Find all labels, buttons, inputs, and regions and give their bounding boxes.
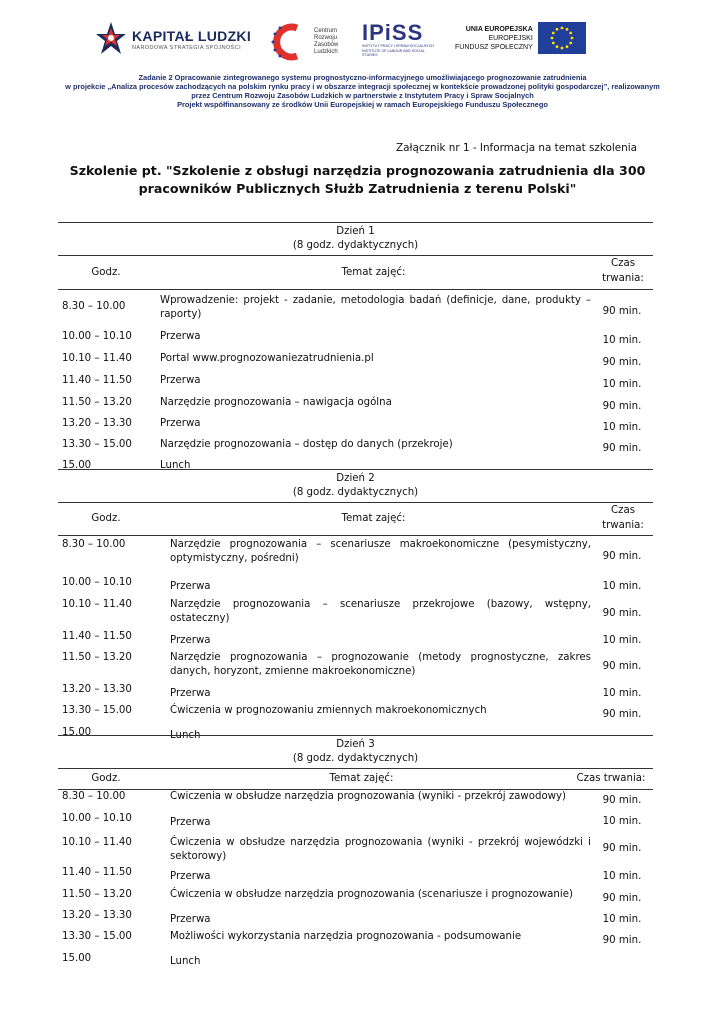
row-duration: 90 min.	[602, 608, 642, 619]
col-duration-line: Czas	[610, 258, 635, 269]
table-row	[58, 352, 653, 374]
col-duration	[569, 769, 653, 789]
row-time: 10.10 – 11.40	[62, 353, 132, 364]
col-time: Godz.	[91, 513, 121, 524]
table-row	[58, 651, 653, 683]
row-topic: Ćwiczenia w obsłudze narzędzia prognozowania (wyniki - przekrój zawodowy)	[170, 791, 567, 802]
row-topic: Przerwa	[170, 688, 211, 699]
row-time: 10.10 – 11.40	[62, 599, 132, 610]
row-topic: Możliwości wykorzystania narzędzia prognozowania - podsumowanie	[170, 931, 522, 942]
kapital-ludzki-logo	[96, 22, 266, 58]
row-duration: 90 min.	[602, 442, 642, 454]
col-time: Godz.	[91, 773, 121, 784]
row-duration: 90 min.	[602, 306, 642, 317]
row-time: 11.50 – 13.20	[62, 397, 132, 408]
table-row	[58, 812, 653, 832]
row-topic: Przerwa	[160, 418, 201, 429]
table-row	[58, 536, 653, 576]
table-row	[58, 952, 653, 972]
table-row	[58, 576, 653, 598]
ipiss-subtitle-en: INSTITUTE OF LABOUR AND SOCIAL STUDIES	[362, 48, 425, 57]
row-duration: 90 min.	[602, 795, 642, 806]
row-duration: 90 min.	[602, 935, 642, 946]
crzl-line: Rozwoju	[314, 35, 338, 41]
row-topic: Narzędzie prognozowania – prognozowanie (metody prognostyczne, zakres danych, horyzont, zmienne makroekonomiczne)	[170, 652, 591, 677]
training-title-line: Szkolenie pt. "Szkolenie z obsługi narzędzia prognozowania zatrudnienia dla 300	[69, 163, 646, 178]
row-time: 13.30 – 15.00	[62, 439, 132, 450]
row-topic: Narzędzie prognozowania – scenariusze przekrojowe (bazowy, wstępny, ostateczny)	[170, 599, 591, 624]
crzl-logo	[267, 22, 357, 62]
eu-logo	[455, 22, 595, 54]
row-duration: 90 min.	[602, 892, 642, 904]
day-hours: (8 godz. dydaktycznych)	[292, 240, 419, 251]
eu-line-1: UNIA EUROPEJSKA	[465, 25, 533, 33]
row-topic: Przerwa	[170, 871, 211, 882]
day-header	[58, 735, 653, 766]
row-topic: Przerwa	[160, 331, 201, 342]
row-time: 10.00 – 10.10	[62, 577, 132, 588]
row-time: 13.20 – 13.30	[62, 418, 132, 429]
row-duration: 10 min.	[602, 913, 642, 925]
eu-flag-icon	[538, 22, 586, 54]
col-duration-line: trwania:	[602, 273, 644, 284]
col-duration-line: Czas trwania:	[576, 773, 646, 784]
row-topic: Portal www.prognozowaniezatrudnienia.pl	[160, 353, 374, 364]
row-time: 8.30 – 10.00	[62, 791, 126, 802]
row-time: 8.30 – 10.00	[62, 301, 126, 312]
table-row	[58, 909, 653, 930]
column-headers	[58, 255, 653, 290]
row-duration: 90 min.	[602, 843, 642, 854]
row-topic: Ćwiczenia w obsłudze narzędzia prognozowania (wyniki - przekrój wojewódzki i sektorowy)	[170, 837, 591, 862]
table-row	[58, 438, 653, 459]
row-time: 10.10 – 11.40	[62, 837, 132, 848]
row-time: 10.00 – 10.10	[62, 813, 132, 824]
logo-bar	[0, 22, 725, 72]
row-duration: 10 min.	[602, 634, 642, 646]
eu-line-3: FUNDUSZ SPOŁECZNY	[455, 43, 533, 51]
row-duration: 10 min.	[602, 816, 642, 827]
row-duration: 90 min.	[602, 357, 642, 368]
row-topic: Lunch	[170, 730, 201, 741]
row-topic: Lunch	[170, 956, 201, 967]
row-topic: Ćwiczenia w prognozowaniu zmiennych makroekonomicznych	[170, 705, 487, 716]
table-row	[58, 330, 653, 352]
table-row	[58, 930, 653, 952]
row-time: 10.00 – 10.10	[62, 331, 132, 342]
row-topic: Przerwa	[170, 581, 211, 592]
day-name: Dzień 3	[336, 739, 375, 750]
table-row	[58, 683, 653, 704]
col-topic: Temat zajęć:	[329, 773, 394, 784]
ipiss-subtitle-pl: INSTYTUT PRACY I SPRAW SOCJALNYCH	[362, 44, 435, 48]
col-topic: Temat zajęć:	[341, 513, 406, 524]
row-time: 11.50 – 13.20	[62, 889, 132, 900]
project-header-line: w projekcie „Analiza procesów zachodzących na polskim rynku pracy i w obszarze integracji społecznej w kontekście prowadzonej polityki gospodarczej”, realizowanym	[65, 82, 660, 91]
table-row	[58, 888, 653, 909]
table-row	[58, 417, 653, 438]
row-topic: Wprowadzenie: projekt - zadanie, metodologia badań (definicje, dane, produkty – raporty)	[160, 295, 591, 320]
row-topic: Przerwa	[170, 635, 211, 646]
crzl-line: Centrum	[314, 28, 338, 34]
table-row	[58, 290, 653, 330]
row-duration: 10 min.	[602, 335, 642, 346]
col-duration-line: trwania:	[602, 520, 644, 531]
row-time: 13.30 – 15.00	[62, 931, 132, 942]
project-header-line: Projekt współfinansowany ze środków Unii Europejskiej w ramach Europejskiego Funduszu Społecznego	[177, 100, 548, 109]
row-duration: 10 min.	[602, 871, 642, 882]
table-row	[58, 832, 653, 866]
kapital-ludzki-subtitle: NARODOWA STRATEGIA SPÓJNOŚCI	[132, 44, 241, 51]
row-time: 13.20 – 13.30	[62, 684, 132, 695]
row-topic: Narzędzie prognozowania – dostęp do danych (przekroje)	[160, 439, 453, 450]
row-duration: 90 min.	[602, 709, 642, 720]
row-time: 13.30 – 15.00	[62, 705, 132, 716]
eu-line-2: EUROPEJSKI	[488, 34, 533, 42]
kapital-ludzki-title: KAPITAŁ LUDZKI	[132, 27, 252, 44]
row-time: 11.40 – 11.50	[62, 375, 132, 386]
row-topic: Narzędzie prognozowania – scenariusze makroekonomiczne (pesymistyczny, optymistyczny, pośredni)	[170, 539, 591, 564]
col-duration	[593, 503, 653, 535]
table-row	[58, 866, 653, 888]
row-topic: Lunch	[160, 460, 191, 471]
crzl-c-icon	[267, 22, 311, 62]
table-row	[58, 374, 653, 396]
kapital-ludzki-star-icon	[96, 22, 126, 58]
day-3-table	[58, 735, 653, 972]
row-topic: Przerwa	[170, 914, 211, 925]
row-duration: 10 min.	[602, 581, 642, 592]
row-time: 8.30 – 10.00	[62, 539, 126, 550]
row-time: 11.50 – 13.20	[62, 652, 132, 663]
row-time: 11.40 – 11.50	[62, 631, 132, 642]
row-time: 15.00	[62, 953, 92, 964]
row-duration: 90 min.	[602, 400, 642, 412]
day-name: Dzień 2	[336, 473, 375, 484]
table-row	[58, 630, 653, 651]
project-header-line: Zadanie 2 Opracowanie zintegrowanego systemu prognostyczno-informacyjnego umożliwiającego prognozowanie zatrudnienia	[138, 73, 587, 82]
row-duration: 10 min.	[602, 421, 642, 433]
row-topic: Narzędzie prognozowania – nawigacja ogólna	[160, 397, 392, 408]
row-duration: 90 min.	[602, 661, 642, 672]
annex-label: Załącznik nr 1 - Informacja na temat szkolenia	[396, 142, 637, 154]
row-topic: Ćwiczenia w obsłudze narzędzia prognozowania (scenariusze i prognozowanie)	[170, 889, 573, 900]
row-duration: 10 min.	[602, 687, 642, 699]
col-duration	[593, 256, 653, 289]
ipiss-logo	[362, 22, 436, 58]
table-row	[58, 704, 653, 726]
crzl-line: Zasobów	[314, 42, 339, 48]
project-header-line: przez Centrum Rozwoju Zasobów Ludzkich w partnerstwie z Instytutem Pracy i Spraw Socjalnych	[191, 91, 534, 100]
row-duration: 90 min.	[602, 551, 642, 562]
day-hours: (8 godz. dydaktycznych)	[292, 487, 419, 498]
column-headers	[58, 768, 653, 790]
table-row	[58, 598, 653, 630]
crzl-line: Ludzkich	[314, 49, 338, 55]
column-headers	[58, 502, 653, 536]
col-time: Godz.	[91, 267, 121, 278]
row-topic: Przerwa	[170, 817, 211, 828]
row-duration: 10 min.	[602, 379, 642, 390]
day-header	[58, 469, 653, 500]
row-topic: Przerwa	[160, 375, 201, 386]
col-duration-line: Czas	[610, 505, 635, 516]
day-header	[58, 222, 653, 253]
project-header	[0, 73, 725, 109]
training-title	[60, 162, 655, 198]
row-time: 15.00	[62, 727, 92, 738]
col-topic: Temat zajęć:	[341, 267, 406, 278]
day-hours: (8 godz. dydaktycznych)	[292, 753, 419, 764]
row-time: 15.00	[62, 460, 92, 471]
training-title-line: pracowników Publicznych Służb Zatrudnienia z terenu Polski"	[138, 181, 577, 196]
table-row	[58, 396, 653, 417]
day-2-table	[58, 469, 653, 746]
day-1-table	[58, 222, 653, 479]
day-name: Dzień 1	[336, 226, 375, 237]
table-row	[58, 790, 653, 812]
row-time: 11.40 – 11.50	[62, 867, 132, 878]
row-time: 13.20 – 13.30	[62, 910, 132, 921]
ipiss-title: IPiSS	[362, 20, 424, 45]
